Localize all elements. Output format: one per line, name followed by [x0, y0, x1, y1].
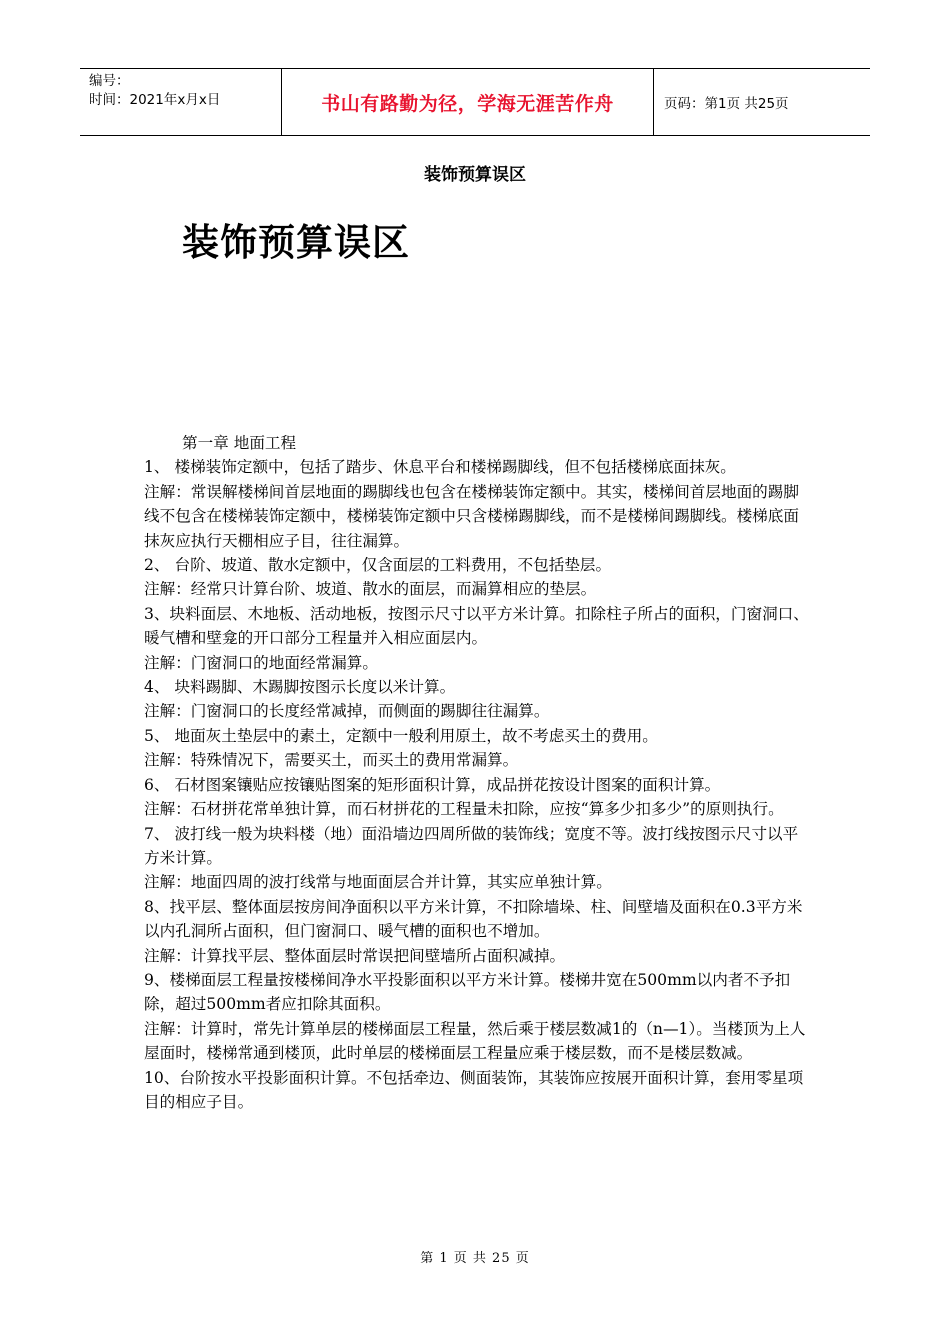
paragraph: 注解：门窗洞口的长度经常减掉，而侧面的踢脚往往漏算。 — [144, 702, 550, 721]
paragraph: 注解：计算时，常先计算单层的楼梯面层工程量，然后乘于楼层数减1的（n—1）。当楼顶为上人屋面时，楼梯常通到楼顶，此时单层的楼梯面层工程量应乘于楼层数，而不是楼层数减。 — [144, 1019, 806, 1063]
document-title-small: 装饰预算误区 — [424, 165, 526, 185]
paragraph: 注解：常误解楼梯间首层地面的踢脚线也包含在楼梯装饰定额中。其实，楼梯间首层地面的踢脚线不包含在楼梯装饰定额中，楼梯装饰定额中只含楼梯踢脚线，而不是楼梯间踢脚线。楼梯底面抹灰应执行天棚相应子目，往往漏算。 — [144, 482, 799, 550]
document-number-label: 编号： — [89, 73, 130, 89]
page-footer: 第 1 页 共 25 页 — [420, 1251, 530, 1266]
paragraph: 注解：计算找平层、整体面层时常误把间壁墙所占面积减掉。 — [144, 946, 566, 965]
paragraph: 2、 台阶、坡道、散水定额中，仅含面层的工料费用，不包括垫层。 — [144, 556, 612, 575]
header-page-info: 页码：第1页 共25页 — [664, 96, 789, 112]
paragraph: 4、 块料踢脚、木踢脚按图示长度以米计算。 — [144, 678, 456, 697]
paragraph: 8、找平层、整体面层按房间净面积以平方米计算，不扣除墙垛、柱、间壁墙及面积在0.3平方米以内孔洞所占面积，但门窗洞口、暖气槽的面积也不增加。 — [144, 897, 803, 941]
paragraph: 注解：地面四周的波打线常与地面面层合并计算，其实应单独计算。 — [144, 873, 612, 892]
document-date-label: 时间：2021年x月x日 — [89, 92, 221, 108]
paragraph: 7、 波打线一般为块料楼（地）面沿墙边四周所做的装饰线；宽度不等。波打线按图示尺寸以平方米计算。 — [144, 824, 799, 867]
paragraph: 6、 石材图案镶贴应按镶贴图案的矩形面积计算，成品拼花按设计图案的面积计算。 — [144, 775, 721, 794]
paragraph: 注解：石材拼花常单独计算，而石材拼花的工程量未扣除，应按“算多少扣多少”的原则执行。 — [144, 800, 784, 819]
paragraph: 1、 楼梯装饰定额中，包括了踏步、休息平台和楼梯踢脚线，但不包括楼梯底面抹灰。 — [144, 458, 736, 477]
header-meta-cell — [80, 69, 282, 135]
paragraph: 5、 地面灰土垫层中的素土，定额中一般利用原土，故不考虑买土的费用。 — [144, 726, 658, 745]
paragraph: 3、块料面层、木地板、活动地板，按图示尺寸以平方米计算。扣除柱子所占的面积，门窗洞口、暖气槽和壁龛的开口部分工程量并入相应面层内。 — [144, 604, 809, 648]
header-motto: 书山有路勤为径，学海无涯苦作舟 — [282, 69, 654, 135]
chapter-heading: 第一章 地面工程 — [182, 434, 297, 452]
document-title-large: 装饰预算误区 — [182, 221, 410, 264]
header-table — [80, 68, 870, 136]
paragraph: 注解：经常只计算台阶、坡道、散水的面层，而漏算相应的垫层。 — [144, 580, 597, 599]
paragraph: 注解：特殊情况下，需要买土，而买土的费用常漏算。 — [144, 751, 519, 770]
document-body — [144, 431, 810, 1114]
paragraph: 9、楼梯面层工程量按楼梯间净水平投影面积以平方米计算。楼梯井宽在500mm以内者不予扣除，超过500mm者应扣除其面积。 — [144, 970, 791, 1014]
paragraph: 10、台阶按水平投影面积计算。不包括牵边、侧面装饰，其装饰应按展开面积计算，套用零星项目的相应子目。 — [144, 1068, 804, 1111]
paragraph: 注解：门窗洞口的地面经常漏算。 — [144, 653, 378, 672]
